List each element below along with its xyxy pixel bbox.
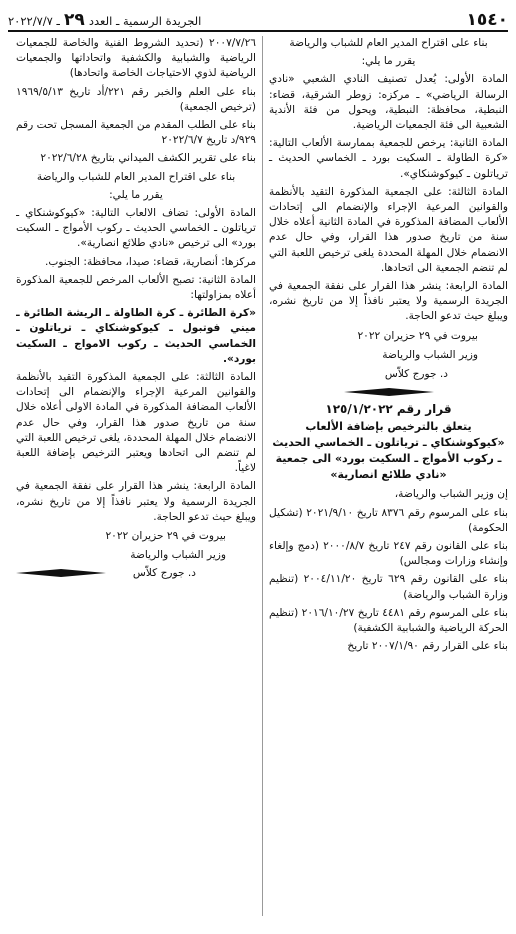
article-2: المادة الثانية: يرخص للجمعية بممارسة الألعاب التالية: «كرة الطاولة ـ السكيت بورد ـ الخماسي الحديث ـ ترياتلون ـ كيوكوشنكاي». <box>269 137 508 180</box>
page-header <box>8 4 508 32</box>
basis-request: بناء على الطلب المقدم من الجمعية المسجل تحت رقم ٩٢٩/د تاريخ ٢٠٢٢/٦/٧ <box>16 119 256 147</box>
minister-name: د. جورج كلاّس <box>132 566 196 579</box>
decides-text: يقرر ما يلي: <box>109 188 163 201</box>
place-date: بيروت في ٢٩ حزيران ٢٠٢٢ <box>105 530 226 543</box>
issue-date: ـ ٢٠٢٢/٧/٧ <box>8 14 60 28</box>
right-column <box>262 36 508 916</box>
decides-text: يقرر ما يلي: <box>361 55 416 68</box>
games-list: «كرة الطائرة ـ كرة الطاولة ـ الريشة الطائرة ـ ميني فوتبول ـ كيوكوشنكاي ـ ترياتلون ـ الخماسي الحديث ـ ركوب الامواج ـ السكيت بورد». <box>16 307 256 365</box>
article-3: المادة الثالثة: على الجمعية المذكورة التقيد بالأنظمة والقوانين المرعية الإجراء والإنضمام الى إتحادات الألعاب المضافة المذكورة في المادة الثانية أعلاه خلال سنة من تاريخ صدور هذا القرار، وفي حال عدم الانضمام خلال المهلة المحددة يلغى ترخيص اللعبة التي لم تنضم الجمعية الى اتحادها. <box>269 185 508 274</box>
gazette-title: الجريدة الرسمية ـ العدد <box>88 14 202 28</box>
basis-license: بناء على العلم والخبر رقم ٢٢١/أد تاريخ ١٩٦٩/٥/١٣ (ترخيص الجمعية) <box>16 85 256 113</box>
location-text: مركزها: أنصارية، قضاء: صيدا، محافظة: الجنوب. <box>44 255 256 268</box>
article-4: المادة الرابعة: ينشر هذا القرار على نفقة الجمعية في الجريدة الرسمية ولا يعتبر نافذاً إلا من تاريخ نشره، ويبلغ حيث تدعو الحاجة. <box>16 480 256 523</box>
minister-title: وزير الشباب والرياضة <box>382 348 478 361</box>
proposal-text: بناء على اقتراح المدير العام للشباب والرياضة <box>289 37 488 49</box>
gazette-title-line <box>8 10 201 30</box>
article-1: المادة الأولى: يُعدل تصنيف النادي الشعبي «نادي الرسالة الرياضي» ـ مركزه: زوطر الشرقية، قضاء: النبطية، محافظة: النبطية، ويحول من فئة الأندية الشعبية الى فئة الجمعيات الرياضية. <box>269 73 508 132</box>
minister-name: د. جورج كلاّس <box>384 368 448 381</box>
page-number: ١٥٤٠ <box>466 10 508 30</box>
cont-text: ٢٠٠٧/٧/٢٦ (تحديد الشروط الفنية والخاصة للجمعيات الرياضية والشبابية والكشفية واتحاداتها والجمعيات الرياضية لذوي الاحتياجات الخاصة واتحادها) <box>16 37 256 80</box>
decision-subject: يتعلق بالترخيص بإضافة الألعاب «كيوكوشنكاي ـ ترياتلون ـ الخماسي الحديث ـ ركوب الأمواج ـ السكيت بورد» الى جمعية «نادي طلائع انصارية» <box>272 420 505 482</box>
decision-title: قرار رقم ١٢٥/١/٢٠٢٢ <box>325 402 452 417</box>
proposal-text: بناء على اقتراح المدير العام للشباب والرياضة <box>36 170 236 183</box>
basis-2: بناء على القانون رقم ٢٤٧ تاريخ ٢٠٠٠/٨/٧ (دمج وإلغاء وإنشاء وزارات ومجالس) <box>269 540 508 568</box>
separator-ornament-icon <box>344 388 434 396</box>
place-date: بيروت في ٢٩ حزيران ٢٠٢٢ <box>357 329 478 342</box>
signature-row <box>16 566 256 581</box>
basis-4: بناء على المرسوم رقم ٤٤٨١ تاريخ ٢٠١٦/١٠/٢٧ (تنظيم الحركة الرياضية والشبابية الكشفية) <box>269 606 508 635</box>
left-column <box>16 36 262 916</box>
minister-title: وزير الشباب والرياضة <box>130 549 226 562</box>
issue-number: ٢٩ <box>63 10 85 30</box>
section-separator <box>269 388 508 396</box>
basis-3: بناء على القانون رقم ٦٢٩ تاريخ ٢٠٠٤/١١/٢٠ (تنظيم وزارة الشباب والرياضة) <box>269 573 508 601</box>
basis-inspection: بناء على تقرير الكشف الميداني بتاريخ ٢٠٢٢/٦/٢٨ <box>40 152 256 165</box>
article-4: المادة الرابعة: ينشر هذا القرار على نفقة الجمعية في الجريدة الرسمية ولا يعتبر نافذاً إلا من تاريخ نشره، ويبلغ حيث تدعو الحاجة. <box>269 280 508 323</box>
article-3: المادة الثالثة: على الجمعية المذكورة التقيد بالأنظمة والقوانين المرعية الإجراء والإنضمام الى إتحادات الألعاب المضافة المذكورة في المادة الاولى أعلاه خلال سنة من تاريخ صدور هذا القرار، وفي حال عدم الانضمام خلال المهلة المحددة، يلغى ترخيص اللعبة التي لم تنضم الى اتحادها ويعتبر الترخيص بإضافة اللعبة لاغياً. <box>16 371 256 475</box>
intro-text: إن وزير الشباب والرياضة، <box>394 488 508 501</box>
basis-5: بناء على القرار رقم ٢٠٠٧/١/٩٠ تاريخ <box>347 640 508 653</box>
separator-ornament-icon <box>16 569 106 577</box>
columns <box>8 36 508 916</box>
basis-1: بناء على المرسوم رقم ٨٣٧٦ تاريخ ٢٠٢١/٩/١٠ (تشكيل الحكومة) <box>269 506 508 534</box>
article-1: المادة الأولى: تضاف الالعاب التالية: «كيوكوشنكاي ـ ترياتلون ـ الخماسي الحديث ـ ركوب الأمواج ـ السكيت بورد» الى ترخيص «نادي طلائع انصارية». <box>16 207 256 250</box>
article-2: المادة الثانية: تصبح الألعاب المرخص للجمعية المذكورة أعلاه بمزاولتها: <box>16 273 256 302</box>
